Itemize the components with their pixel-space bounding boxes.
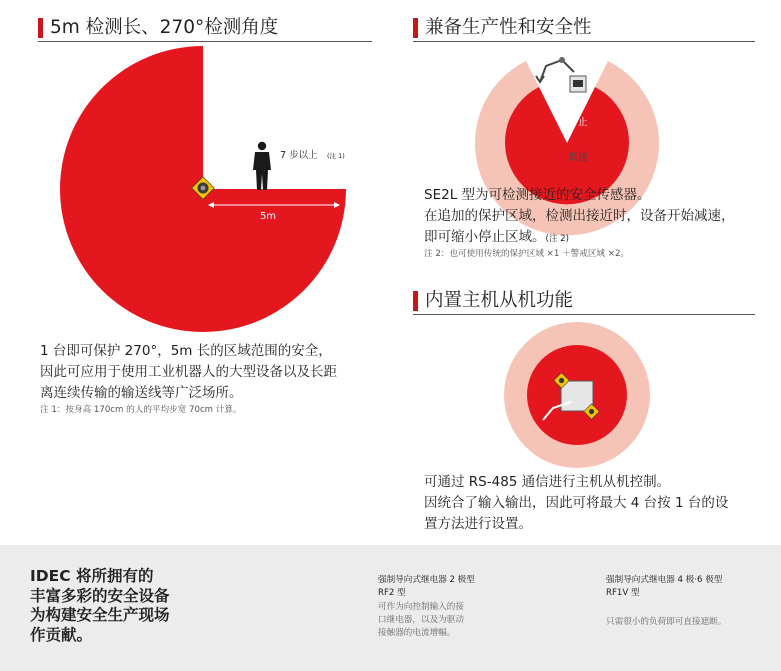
stop-label: 停止 [568,117,588,128]
product-text-line: 口继电器，以及为驱动 [378,615,464,625]
section-title-text: 兼备生产性和安全性 [425,17,592,38]
product-rf1v-description [606,616,726,629]
productivity-paragraph-text: 即可缩小停止区域。 [424,229,546,245]
master-slave-diagram [504,322,650,468]
product-title-line: RF1V 型 [606,588,640,598]
left-paragraph-line: 离连续传输的输送线等广泛场所。 [40,385,243,401]
distance-value-label: 5m [259,211,277,222]
product-rf2-description [378,601,464,640]
productivity-footnote: 注 2：也可使用传统的保护区域 ×1 ＋警戒区域 ×2。 [424,249,630,259]
person-note-ref: (注 1) [327,152,345,160]
product-text-line: 可作为向控制输入的接 [378,602,464,612]
left-footnote: 注 1：按身高 170cm 的人的平均步宽 70cm 计算。 [40,405,242,415]
footer-title-line: 丰富多彩的安全设备 [30,586,170,605]
product-rf1v-title [606,574,722,600]
robot-arm-icon [536,57,586,92]
product-text-line: 只需很小的负荷即可直接遮断。 [606,617,727,627]
master-slave-paragraph-line: 置方法进行设置。 [424,516,532,532]
section-title-text: 5m 检测长、270°检测角度 [50,17,279,38]
left-description [40,341,337,404]
product-title-line: RF2 型 [378,588,406,598]
footer-title [30,567,170,645]
productivity-paragraph-line: SE2L 型为可检测接近的安全传感器。 [424,187,651,203]
productivity-paragraph-line [424,227,735,250]
left-paragraph-line: 1 台即可保护 270°，5m 长的区域范围的安全， [40,343,332,359]
footer-title-line: 作贡献。 [30,625,93,644]
title-accent-bar [413,291,418,311]
product-title-line: 强制导向式继电器 4 极·6 极型 [606,575,723,585]
footer-title-line: 为构建安全生产现场 [30,606,170,624]
product-rf2-title [378,574,475,600]
product-title-line: 强制导向式继电器 2 极型 [378,575,475,585]
person-icon [253,142,271,190]
master-slave-paragraph-line: 因统合了输入输出，因此可将最大 4 台按 1 台的设 [424,495,729,511]
productivity-description [424,185,735,250]
section-title-text: 内置主机从机功能 [425,290,574,311]
title-accent-bar [413,18,418,38]
master-slave-description [424,472,728,535]
product-text-line: 接触器的电流增幅。 [378,628,456,638]
section-title-master-slave [413,289,755,315]
productivity-paragraph-line: 在追加的保护区域，检测出接近时，设备开始减速， [424,208,735,224]
machine-icon [561,381,593,411]
master-slave-paragraph-line: 可通过 RS-485 通信进行主机从机控制。 [424,474,671,490]
left-paragraph-line: 因此可应用于使用工业机器人的大型设备以及长距 [40,364,337,380]
note-ref: (注 2) [545,234,569,244]
slow-label: 低速 [568,152,588,163]
section-title-productivity [413,16,755,42]
person-distance-label: 7 步以上 [280,150,318,161]
footer-title-line: IDEC 将所拥有的 [30,567,154,585]
